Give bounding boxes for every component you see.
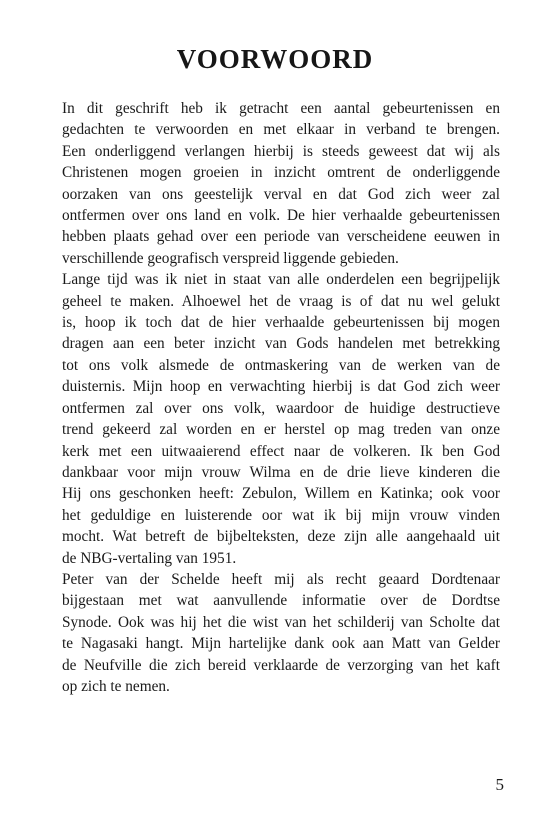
text-line: te Nagasaki hangt. Mijn hartelijke dank ook aan Matt van Gelder: [62, 635, 500, 653]
text-line: geheel te maken. Alhoewel het de vraag is of dat nu wel gelukt: [62, 292, 500, 310]
text-line: ontfermen zal over ons volk, waardoor de huidige destructieve: [62, 399, 500, 417]
text-line: de NBG-vertaling van 1951.: [62, 549, 237, 567]
text-line: dragen aan een beter inzicht van Gods handelen met betrekking: [62, 335, 500, 353]
text-line: oorzaken van ons geestelijk verval en dat God zich weer zal: [62, 185, 500, 203]
text-line: bijgestaan met wat aanvullende informatie over de Dordtse: [62, 592, 500, 610]
paragraph: [62, 269, 500, 569]
text-line: verschillende geografisch verspreid liggende gebieden.: [62, 249, 399, 267]
text-line: Synode. Ook was hij het die wist van het schilderij van Scholte dat: [62, 613, 500, 631]
text-line: In dit geschrift heb ik getracht een aantal gebeurtenissen en: [62, 100, 500, 117]
text-line: is, hoop ik toch dat de hier verhaalde gebeurtenissen bij mogen: [62, 314, 500, 332]
paragraph: [62, 98, 500, 269]
text-line: gedachten te verwoorden en met elkaar in verband te brengen.: [62, 121, 500, 139]
text-line: Een onderliggend verlangen hierbij is steeds geweest dat wij als: [62, 142, 500, 160]
text-line: het geduldige en luisterende oor wat ik bij mijn vrouw vinden: [62, 506, 500, 524]
text-line: Peter van der Schelde heeft mij als recht geaard Dordtenaar: [62, 570, 500, 588]
text-line: Hij ons geschonken heeft: Zebulon, Willem en Katinka; ook voor: [62, 485, 500, 503]
page-title: VOORWOORD: [176, 44, 374, 74]
text-line: dankbaar voor mijn vrouw Wilma en de drie lieve kinderen die: [62, 463, 500, 481]
text-line: duisternis. Mijn hoop en verwachting hierbij is dat God zich weer: [62, 378, 500, 396]
text-line: tot ons volk alsmede de ontmaskering van de werken van de: [62, 356, 500, 374]
text-line: op zich te nemen.: [62, 677, 170, 695]
text-line: kerk met een uitwaaierend effect naar de volkeren. Ik ben God: [62, 442, 500, 460]
page-number: 5: [495, 775, 504, 794]
text-line: Christenen mogen groeien in inzicht omtrent de onderliggende: [62, 164, 500, 182]
text-line: Lange tijd was ik niet in staat van alle onderdelen een begrijpelijk: [62, 271, 500, 289]
text-line: ontfermen over ons land en volk. De hier verhaalde gebeurtenissen: [62, 207, 500, 225]
text-line: mocht. Wat betreft de bijbelteksten, deze zijn alle aangehaald uit: [62, 528, 500, 546]
text-line: hebben plaats gehad over een periode van verscheidene eeuwen in: [62, 228, 500, 246]
text-line: de Neufville die zich bereid verklaarde de verzorging van het kaft: [62, 656, 500, 674]
text-line: trend gekeerd zal worden en er herstel op mag treden van onze: [62, 421, 500, 439]
foreword-body: [62, 98, 500, 697]
paragraph: [62, 569, 500, 697]
